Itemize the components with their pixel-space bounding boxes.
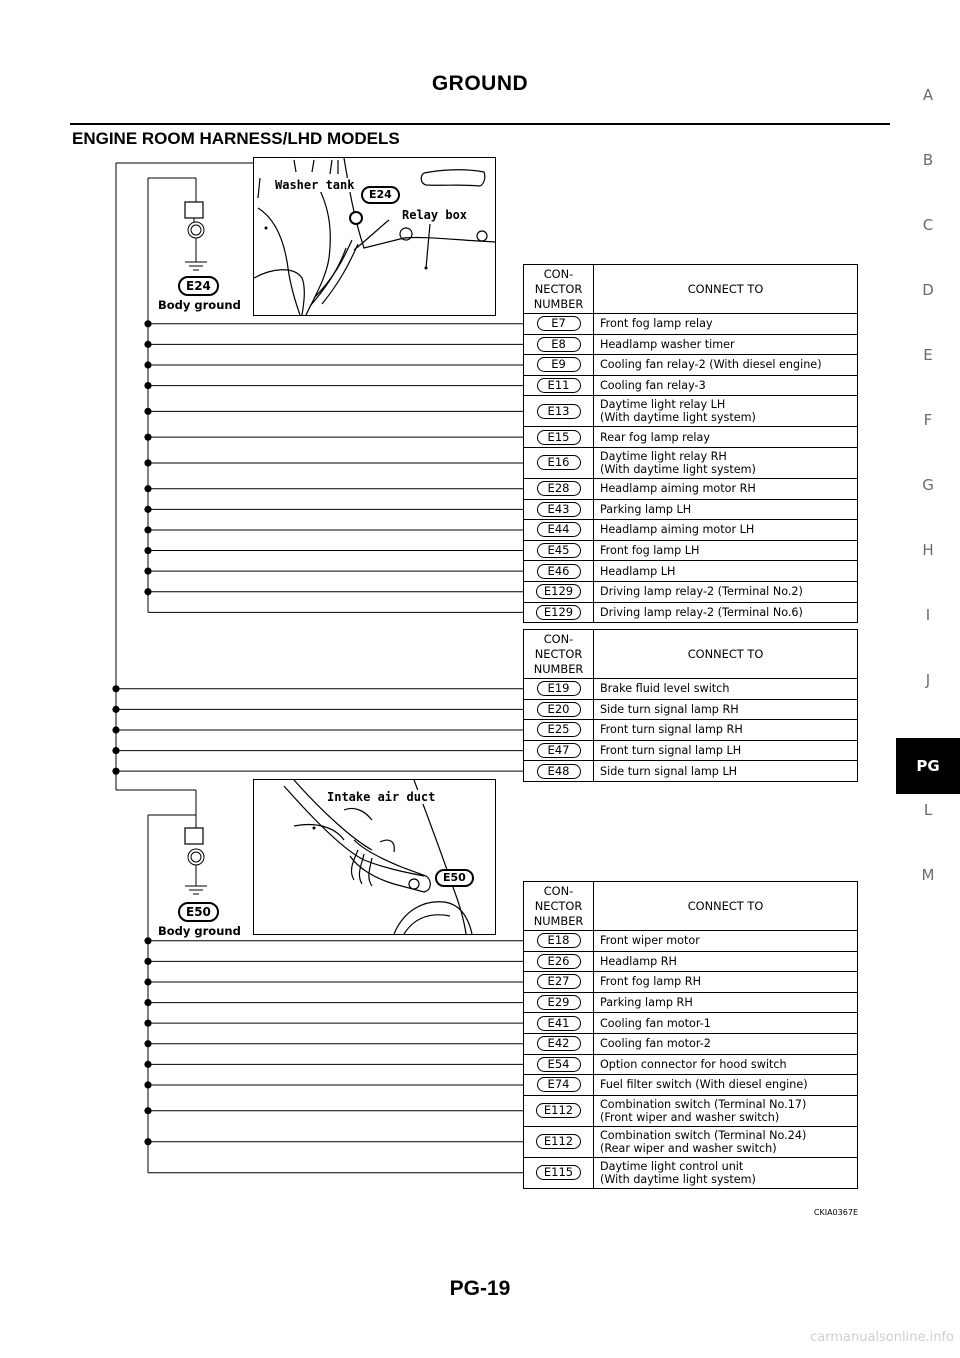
description-line: Driving lamp relay-2 (Terminal No.6) bbox=[600, 605, 803, 619]
connect-to-description bbox=[594, 1126, 858, 1157]
splice-dot bbox=[144, 1138, 151, 1145]
connect-to-description bbox=[594, 499, 858, 520]
header-connector-number: CON- NECTOR NUMBER bbox=[524, 265, 594, 314]
connect-to-description bbox=[594, 427, 858, 448]
description-line: Front turn signal lamp LH bbox=[600, 744, 742, 758]
connector-number: E7 bbox=[537, 316, 581, 331]
connect-to-description bbox=[594, 334, 858, 355]
description-line: Option connector for hood switch bbox=[600, 1057, 787, 1071]
table-row bbox=[524, 427, 858, 448]
description-line: (With daytime light system) bbox=[600, 462, 756, 476]
splice-dot bbox=[112, 726, 119, 733]
connector-number: E9 bbox=[537, 357, 581, 372]
connect-to-description bbox=[594, 699, 858, 720]
description-line: Cooling fan motor-2 bbox=[600, 1037, 711, 1051]
connect-to-description bbox=[594, 1095, 858, 1126]
connect-to-description bbox=[594, 314, 858, 335]
connect-to-description bbox=[594, 478, 858, 499]
section-tab-f[interactable]: F bbox=[923, 411, 933, 429]
table-row bbox=[524, 520, 858, 541]
description-line: Headlamp washer timer bbox=[600, 337, 735, 351]
splice-dot bbox=[144, 382, 151, 389]
connector-number: E27 bbox=[537, 974, 581, 989]
connector-number: E19 bbox=[537, 681, 581, 696]
connector-number: E13 bbox=[537, 404, 581, 419]
table-header-row bbox=[524, 882, 858, 931]
connect-to-description bbox=[594, 447, 858, 478]
connector-number: E54 bbox=[537, 1057, 581, 1072]
table-header-row bbox=[524, 265, 858, 314]
connector-number: E15 bbox=[537, 430, 581, 445]
photo-washer-tank-area bbox=[253, 157, 496, 316]
table-row bbox=[524, 334, 858, 355]
photo-label-e50: E50 bbox=[435, 869, 474, 887]
splice-dot bbox=[144, 958, 151, 965]
splice-dot bbox=[144, 588, 151, 595]
table-row bbox=[524, 355, 858, 376]
section-tab-pg[interactable]: PG bbox=[896, 738, 960, 794]
photo-label-e24: E24 bbox=[361, 186, 400, 204]
description-line: Front fog lamp RH bbox=[600, 975, 701, 989]
ground-marker-e50: E50 bbox=[178, 902, 219, 922]
splice-dot bbox=[112, 747, 119, 754]
table-header-row bbox=[524, 630, 858, 679]
table-row bbox=[524, 1157, 858, 1188]
connector-number: E112 bbox=[536, 1103, 581, 1118]
description-line: Brake fluid level switch bbox=[600, 682, 730, 696]
description-line: Combination switch (Terminal No.17) bbox=[600, 1097, 807, 1111]
table-row bbox=[524, 1126, 858, 1157]
section-tab-l[interactable]: L bbox=[923, 801, 933, 819]
table-row bbox=[524, 540, 858, 561]
splice-dot bbox=[144, 1081, 151, 1088]
description-line: Parking lamp RH bbox=[600, 996, 693, 1010]
table-row bbox=[524, 447, 858, 478]
watermark: carmanualsonline.info bbox=[810, 1330, 954, 1345]
photo-label-relay-box: Relay box bbox=[402, 208, 468, 222]
table-row bbox=[524, 740, 858, 761]
section-tab-j[interactable]: J bbox=[925, 671, 931, 689]
section-tab-h[interactable]: H bbox=[922, 541, 934, 559]
connect-to-description bbox=[594, 396, 858, 427]
description-line: Rear fog lamp relay bbox=[600, 430, 710, 444]
connect-to-description bbox=[594, 761, 858, 782]
header-connect-to: CONNECT TO bbox=[594, 882, 858, 931]
splice-dot bbox=[144, 361, 151, 368]
splice-dot bbox=[144, 568, 151, 575]
table-row bbox=[524, 375, 858, 396]
description-line: Cooling fan relay-3 bbox=[600, 379, 706, 393]
splice-dot bbox=[144, 506, 151, 513]
connector-number: E48 bbox=[537, 764, 581, 779]
splice-dot bbox=[144, 1107, 151, 1114]
description-line: Headlamp LH bbox=[600, 564, 676, 578]
table-row bbox=[524, 1095, 858, 1126]
ground-caption-e50: Body ground bbox=[158, 924, 241, 938]
section-tab-i[interactable]: I bbox=[925, 606, 931, 624]
ground-marker-e24: E24 bbox=[178, 276, 219, 296]
table-row bbox=[524, 720, 858, 741]
section-tab-m[interactable]: M bbox=[921, 866, 935, 884]
connect-to-description bbox=[594, 1075, 858, 1096]
header-connect-to: CONNECT TO bbox=[594, 265, 858, 314]
splice-dot bbox=[144, 1040, 151, 1047]
connect-to-description bbox=[594, 1157, 858, 1188]
connector-number: E44 bbox=[537, 522, 581, 537]
table-row bbox=[524, 699, 858, 720]
table-row bbox=[524, 478, 858, 499]
description-line: Daytime light relay LH bbox=[600, 398, 726, 412]
description-line: Front fog lamp LH bbox=[600, 544, 700, 558]
figure-code: CKIA0367E bbox=[813, 1208, 858, 1217]
header-connector-number: CON- NECTOR NUMBER bbox=[524, 630, 594, 679]
connector-number: E25 bbox=[537, 722, 581, 737]
splice-dot bbox=[112, 706, 119, 713]
connector-number: E29 bbox=[537, 995, 581, 1010]
connect-to-description bbox=[594, 602, 858, 623]
description-line: (With daytime light system) bbox=[600, 411, 756, 425]
table-row bbox=[524, 499, 858, 520]
description-line: Front wiper motor bbox=[600, 934, 700, 948]
section-tab-b[interactable]: B bbox=[922, 151, 934, 169]
photo-label-intake-air-duct: Intake air duct bbox=[327, 790, 436, 804]
splice-dot bbox=[144, 547, 151, 554]
splice-dot bbox=[144, 1061, 151, 1068]
connect-to-description bbox=[594, 355, 858, 376]
table-row bbox=[524, 1054, 858, 1075]
page-title: GROUND bbox=[431, 72, 529, 95]
table-row bbox=[524, 561, 858, 582]
section-tab-d[interactable]: D bbox=[922, 281, 934, 299]
description-line: Side turn signal lamp RH bbox=[600, 702, 739, 716]
splice-dot bbox=[144, 341, 151, 348]
description-line: Daytime light control unit bbox=[600, 1159, 744, 1173]
connector-number: E115 bbox=[536, 1165, 581, 1180]
connect-to-description bbox=[594, 740, 858, 761]
table-row bbox=[524, 1013, 858, 1034]
connector-number: E28 bbox=[537, 481, 581, 496]
splice-dot bbox=[144, 320, 151, 327]
connector-number: E46 bbox=[537, 564, 581, 579]
connector-number: E11 bbox=[537, 378, 581, 393]
ground-caption-e24: Body ground bbox=[158, 298, 241, 312]
connect-to-description bbox=[594, 951, 858, 972]
ground-symbol-e24 bbox=[185, 202, 207, 270]
splice-dot bbox=[144, 408, 151, 415]
description-line: (With daytime light system) bbox=[600, 1172, 756, 1186]
splice-dot bbox=[144, 1020, 151, 1027]
section-tab-a[interactable]: A bbox=[922, 86, 934, 104]
splice-dot bbox=[112, 685, 119, 692]
table-row bbox=[524, 396, 858, 427]
section-tab-e[interactable]: E bbox=[923, 346, 933, 364]
table-row bbox=[524, 761, 858, 782]
connector-number: E18 bbox=[537, 933, 581, 948]
description-line: (Front wiper and washer switch) bbox=[600, 1110, 780, 1124]
connect-to-description bbox=[594, 1033, 858, 1054]
description-line: Parking lamp LH bbox=[600, 502, 692, 516]
splice-dot bbox=[144, 526, 151, 533]
description-line: Driving lamp relay-2 (Terminal No.2) bbox=[600, 585, 803, 599]
connector-number: E129 bbox=[536, 605, 581, 620]
table-row bbox=[524, 314, 858, 335]
connector-table-3 bbox=[523, 881, 858, 1189]
connector-number: E74 bbox=[537, 1077, 581, 1092]
photo-label-washer-tank: Washer tank bbox=[275, 178, 355, 192]
header-connect-to: CONNECT TO bbox=[594, 630, 858, 679]
connect-to-description bbox=[594, 1054, 858, 1075]
table-row bbox=[524, 992, 858, 1013]
connect-to-description bbox=[594, 581, 858, 602]
table-row bbox=[524, 972, 858, 993]
connect-to-description bbox=[594, 679, 858, 700]
description-line: Cooling fan motor-1 bbox=[600, 1016, 711, 1030]
connector-table-1 bbox=[523, 264, 858, 623]
description-line: Headlamp aiming motor LH bbox=[600, 523, 755, 537]
connect-to-description bbox=[594, 720, 858, 741]
connect-to-description bbox=[594, 931, 858, 952]
splice-dot bbox=[144, 937, 151, 944]
description-line: Front turn signal lamp RH bbox=[600, 723, 743, 737]
description-line: Side turn signal lamp LH bbox=[600, 764, 738, 778]
description-line: Daytime light relay RH bbox=[600, 449, 727, 463]
description-line: Headlamp aiming motor RH bbox=[600, 482, 756, 496]
table-row bbox=[524, 1033, 858, 1054]
connector-number: E8 bbox=[537, 337, 581, 352]
connector-number: E42 bbox=[537, 1036, 581, 1051]
splice-dot bbox=[144, 434, 151, 441]
table-row bbox=[524, 679, 858, 700]
connector-number: E43 bbox=[537, 502, 581, 517]
description-line: Combination switch (Terminal No.24) bbox=[600, 1128, 807, 1142]
connect-to-description bbox=[594, 1013, 858, 1034]
connector-number: E47 bbox=[537, 743, 581, 758]
splice-dot bbox=[112, 768, 119, 775]
section-tab-c[interactable]: C bbox=[922, 216, 934, 234]
connector-number: E16 bbox=[537, 455, 581, 470]
header-connector-number: CON- NECTOR NUMBER bbox=[524, 882, 594, 931]
splice-dot bbox=[144, 485, 151, 492]
connector-table-2 bbox=[523, 629, 858, 782]
connect-to-description bbox=[594, 972, 858, 993]
table-row bbox=[524, 602, 858, 623]
connector-number: E129 bbox=[536, 584, 581, 599]
description-line: (Rear wiper and washer switch) bbox=[600, 1141, 777, 1155]
connect-to-description bbox=[594, 540, 858, 561]
splice-dot bbox=[144, 459, 151, 466]
table-row bbox=[524, 931, 858, 952]
section-heading: ENGINE ROOM HARNESS/LHD MODELS bbox=[72, 129, 400, 148]
table-row bbox=[524, 951, 858, 972]
table-row bbox=[524, 581, 858, 602]
connect-to-description bbox=[594, 375, 858, 396]
description-line: Headlamp RH bbox=[600, 954, 677, 968]
connect-to-description bbox=[594, 520, 858, 541]
connector-number: E41 bbox=[537, 1016, 581, 1031]
ground-symbol-e50 bbox=[185, 828, 207, 894]
page-number: PG-19 bbox=[449, 1277, 511, 1300]
photo-intake-air-duct-area bbox=[253, 779, 496, 935]
connector-number: E26 bbox=[537, 954, 581, 969]
connect-to-description bbox=[594, 992, 858, 1013]
connector-number: E112 bbox=[536, 1134, 581, 1149]
splice-dot bbox=[144, 978, 151, 985]
section-tab-g[interactable]: G bbox=[922, 476, 934, 494]
description-line: Cooling fan relay-2 (With diesel engine) bbox=[600, 358, 822, 372]
description-line: Fuel filter switch (With diesel engine) bbox=[600, 1078, 808, 1092]
description-line: Front fog lamp relay bbox=[600, 317, 713, 331]
connect-to-description bbox=[594, 561, 858, 582]
splice-dot bbox=[144, 999, 151, 1006]
table-row bbox=[524, 1075, 858, 1096]
connector-number: E20 bbox=[537, 702, 581, 717]
connector-number: E45 bbox=[537, 543, 581, 558]
